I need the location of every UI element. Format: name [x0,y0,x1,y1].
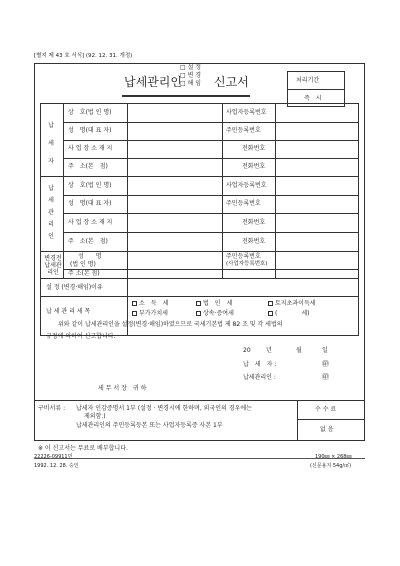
taxpayer-row-business-address-label: 사 업 장 소 재 지 [68,145,113,152]
checkbox-corporate[interactable] [196,301,201,306]
taxpayer-row-name-label: 성 명(대 표 자) [68,127,112,134]
title-option-change: □ 변 경 [180,72,202,79]
attachment-item-2: 납세관리인의 주민등록등본 또는 사업자등록증 사본 1부 [76,422,223,429]
manager-row-trade-name-label: 상 호(법 인 명) [68,182,112,189]
taxpayer-row-business-address-right: 전화번호 [242,145,266,152]
taxpayer-group-label: 납세자 [48,122,54,165]
taxpayer-signature-label: 납 세 자 : [243,361,277,368]
prior-manager-address-label: 주 소(본 점) [68,270,100,277]
checkbox-other[interactable] [268,311,273,316]
taxpayer-row-trade-name-right: 사업자등록번호 [226,109,267,116]
tax-item-income[interactable]: 소 득 세 [132,301,168,307]
declaration-text-line1: 위와 같이 납세관리인을 설정(변경·해임)하였으므로 국세기본법 제 82 조 및 각 세법의 [58,321,283,328]
prior-manager-id-sub: (사업자등록번호) [226,261,268,267]
date-month-label: 월 [296,347,302,354]
paper-spec: (신문용지 54g/㎡) [310,463,352,469]
manager-group-label: 납세관리인 [48,185,54,240]
title-option-dismiss: □ 해 임 [180,80,202,87]
manager-row-address-label: 주 소(본 점) [68,238,108,245]
checkbox-vat[interactable] [132,311,137,316]
tax-item-corporate[interactable]: 법 인 세 [196,301,232,307]
form-number: [별지 제 43 호 서식] (92. 12. 31. 개정) [34,53,133,59]
tax-item-vat[interactable]: 부가가치세 [132,311,168,317]
taxpayer-row-trade-name-label: 상 호(법 인 명) [68,109,112,116]
footnote: ※ 이 신고서는 무료로 배부합니다. [38,445,128,452]
title-main: 납세관리인 [124,75,182,89]
prior-manager-name-sub: (법 인 명) [70,261,96,268]
title-underline [122,95,250,97]
reason-label: 설 정 (변경·해임)이유 [46,284,103,291]
taxpayer-row-address-right: 전화번호 [242,163,266,170]
form-code: 22226-09911민 [34,454,73,460]
manager-row-business-address-right: 전화번호 [242,219,266,226]
approval-date: 1992. 12. 28. 승인 [34,463,79,469]
tax-item-inheritance[interactable]: 상속·증여세 [196,311,234,317]
checkbox-inheritance[interactable] [196,311,201,316]
paper-size: 190㎜ × 268㎜ [315,454,352,460]
date-day-label: 일 [322,347,328,354]
prior-manager-name-label: 성 명 [78,253,102,260]
tax-item-land[interactable]: 토지초과이득세 [268,301,316,307]
title-option-set: □ 설 정 [180,64,202,71]
addressee: 세 무 서 장 귀 하 [98,385,147,392]
taxpayer-row-address-label: 주 소(본 점) [68,163,108,170]
declaration-text-line2: 규정에 의하여 신고합니다. [46,333,116,340]
manager-row-trade-name-right: 사업자등록번호 [226,182,267,189]
tax-item-other[interactable]: ( 세) [268,311,309,317]
taxpayer-row-name-right: 주민등록번호 [226,127,261,134]
tax-items-label: 납 세 관 리 세 목 [46,308,91,315]
manager-row-name-label: 성 명(대 표 자) [68,200,112,207]
processing-period-label: 처리기간 [296,77,320,84]
manager-row-name-right: 주민등록번호 [226,200,261,207]
attachments-label: 구비서류 : [38,405,66,412]
manager-seal-mark: ㊞ [322,373,329,381]
checkbox-income[interactable] [132,301,137,306]
manager-row-address-right: 전화번호 [242,238,266,245]
checkbox-land[interactable] [268,301,273,306]
taxpayer-seal-mark: ㊞ [322,360,329,368]
manager-signature-label: 납세관리인 : [243,374,276,381]
title-suffix: 신고서 [214,75,249,89]
processing-period-value: 즉 시 [304,95,322,102]
attachment-item-1: 납세자 인감증명서 1부 (설정 · 변경시에 한하며, 외국인의 경우에는 [76,405,252,412]
attachment-item-1-cont: 제외함.) [84,413,106,420]
date-year-label: 년 [266,347,272,354]
date-year: 20 [243,347,251,354]
prior-manager-group-label: 변경전납세관리인 [44,255,62,276]
fee-label: 수 수 료 [315,406,337,413]
manager-row-business-address-label: 사 업 장 소 재 지 [68,219,113,226]
fee-value: 없 음 [320,426,334,433]
prior-manager-id-label: 주민등록번호 [226,253,261,260]
